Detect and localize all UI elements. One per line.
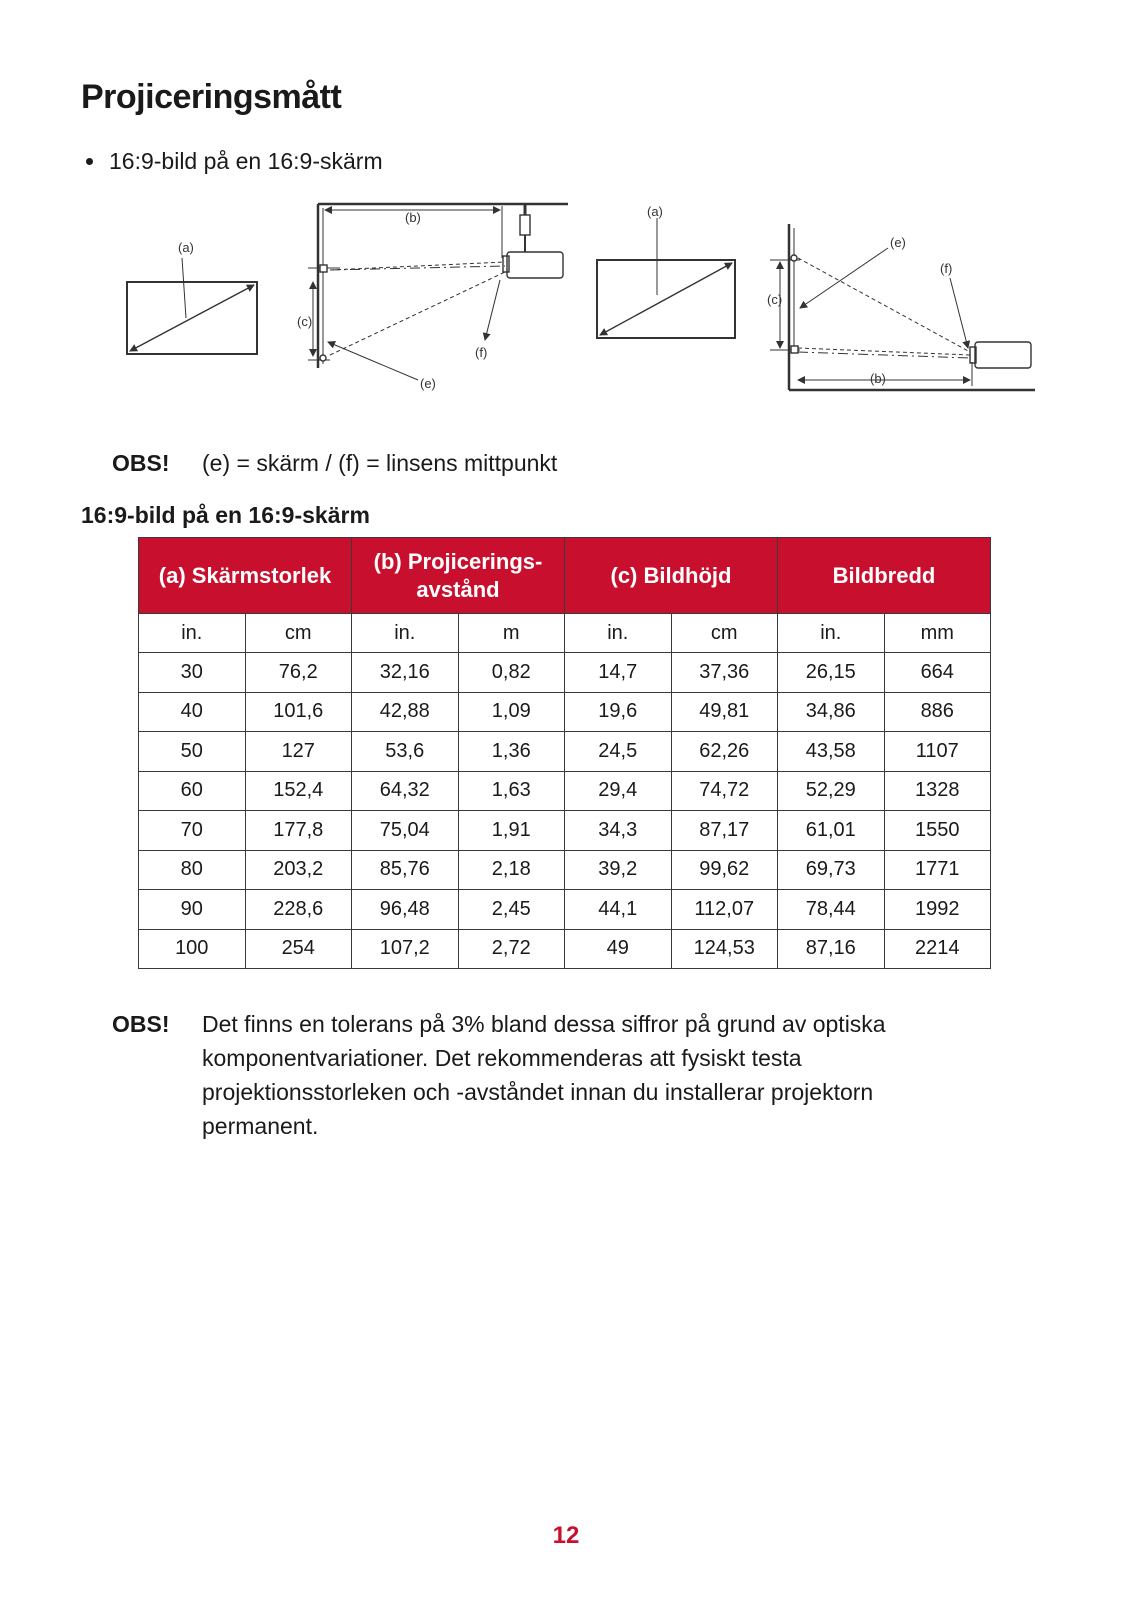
left-label-f: (f) xyxy=(475,345,488,360)
table-cell: 96,48 xyxy=(352,890,459,930)
table-cell: 44,1 xyxy=(565,890,672,930)
table-cell: 228,6 xyxy=(245,890,352,930)
table-row xyxy=(139,890,991,930)
table-cell: 1771 xyxy=(884,850,991,890)
table-cell: 1550 xyxy=(884,811,991,851)
units-row xyxy=(139,614,991,653)
projection-diagram xyxy=(0,190,1132,410)
table-cell: 14,7 xyxy=(565,653,672,693)
table-row xyxy=(139,929,991,969)
table-cell: 886 xyxy=(884,692,991,732)
table-cell: 107,2 xyxy=(352,929,459,969)
table-cell: 60 xyxy=(139,771,246,811)
table-cell: 2,45 xyxy=(458,890,565,930)
note-screen-lens xyxy=(112,450,557,477)
table-title: 16:9-bild på en 16:9-skärm xyxy=(81,502,370,528)
table-cell: 2,72 xyxy=(458,929,565,969)
table-cell: 1,63 xyxy=(458,771,565,811)
table-cell: 112,07 xyxy=(671,890,778,930)
table-row xyxy=(139,771,991,811)
table-cell: 177,8 xyxy=(245,811,352,851)
table-cell: 80 xyxy=(139,850,246,890)
table-cell: 30 xyxy=(139,653,246,693)
note-label: OBS! xyxy=(112,1011,170,1037)
left-label-a: (a) xyxy=(178,240,194,255)
table-cell: 1,91 xyxy=(458,811,565,851)
right-label-e: (e) xyxy=(890,235,906,250)
table-cell: 152,4 xyxy=(245,771,352,811)
table-cell: 1,36 xyxy=(458,732,565,772)
table-cell: 39,2 xyxy=(565,850,672,890)
table-cell: 75,04 xyxy=(352,811,459,851)
right-label-c: (c) xyxy=(767,292,783,307)
table-cell: 69,73 xyxy=(778,850,885,890)
unit-cell: in. xyxy=(565,614,672,653)
unit-cell: m xyxy=(458,614,565,653)
table-cell: 100 xyxy=(139,929,246,969)
table-cell: 24,5 xyxy=(565,732,672,772)
projection-table xyxy=(138,537,991,969)
table-cell: 2,18 xyxy=(458,850,565,890)
header-screen-size: (a) Skärmstorlek xyxy=(139,538,352,614)
projection-diagram-svg xyxy=(0,190,1132,410)
header-image-height: (c) Bildhöjd xyxy=(565,538,778,614)
table-row xyxy=(139,692,991,732)
table-row xyxy=(139,811,991,851)
table-cell: 76,2 xyxy=(245,653,352,693)
table-cell: 49 xyxy=(565,929,672,969)
table-cell: 254 xyxy=(245,929,352,969)
note-text: Det finns en tolerans på 3% bland dessa siffror på grund av optiska komponentvariationer. Det rekommenderas att fysiskt testa projektionsstorleken och -avståndet innan du installerar projektorn permanent. xyxy=(202,1011,886,1139)
table-cell: 2214 xyxy=(884,929,991,969)
table-cell: 99,62 xyxy=(671,850,778,890)
page-title: Projiceringsmått xyxy=(81,78,342,116)
table-cell: 61,01 xyxy=(778,811,885,851)
table-cell: 78,44 xyxy=(778,890,885,930)
header-projection-distance: (b) Projicerings- avstånd xyxy=(352,538,565,614)
table-cell: 90 xyxy=(139,890,246,930)
unit-cell: in. xyxy=(139,614,246,653)
right-label-f: (f) xyxy=(940,261,953,276)
right-label-b: (b) xyxy=(870,371,886,386)
table-cell: 74,72 xyxy=(671,771,778,811)
table-cell: 1107 xyxy=(884,732,991,772)
table-cell: 124,53 xyxy=(671,929,778,969)
table-cell: 53,6 xyxy=(352,732,459,772)
table-cell: 1992 xyxy=(884,890,991,930)
bullet-dot xyxy=(86,158,93,165)
table-cell: 70 xyxy=(139,811,246,851)
bullet-text: 16:9-bild på en 16:9-skärm xyxy=(109,148,383,174)
table-cell: 0,82 xyxy=(458,653,565,693)
table-cell: 43,58 xyxy=(778,732,885,772)
note-tolerance xyxy=(112,1007,992,1143)
table-cell: 37,36 xyxy=(671,653,778,693)
table-cell: 85,76 xyxy=(352,850,459,890)
table-cell: 42,88 xyxy=(352,692,459,732)
table-cell: 664 xyxy=(884,653,991,693)
left-label-c: (c) xyxy=(297,314,313,329)
table-cell: 26,15 xyxy=(778,653,885,693)
table-cell: 49,81 xyxy=(671,692,778,732)
left-label-e: (e) xyxy=(420,376,436,391)
unit-cell: in. xyxy=(352,614,459,653)
table-cell: 64,32 xyxy=(352,771,459,811)
right-projector xyxy=(975,342,1031,368)
table-cell: 1328 xyxy=(884,771,991,811)
table-cell: 62,26 xyxy=(671,732,778,772)
table-cell: 101,6 xyxy=(245,692,352,732)
table-cell: 34,3 xyxy=(565,811,672,851)
table-cell: 32,16 xyxy=(352,653,459,693)
unit-cell: in. xyxy=(778,614,885,653)
left-projector xyxy=(507,252,563,278)
unit-cell: mm xyxy=(884,614,991,653)
table-cell: 29,4 xyxy=(565,771,672,811)
table-cell: 1,09 xyxy=(458,692,565,732)
table-cell: 50 xyxy=(139,732,246,772)
page-number: 12 xyxy=(552,1522,580,1549)
header-image-width: Bildbredd xyxy=(778,538,991,614)
note-text: (e) = skärm / (f) = linsens mittpunkt xyxy=(202,450,558,476)
table-row xyxy=(139,732,991,772)
table-cell: 19,6 xyxy=(565,692,672,732)
table-cell: 34,86 xyxy=(778,692,885,732)
right-label-a: (a) xyxy=(647,204,663,219)
table-row xyxy=(139,850,991,890)
table-cell: 127 xyxy=(245,732,352,772)
bullet-item xyxy=(86,148,383,175)
table-row xyxy=(139,653,991,693)
table-cell: 40 xyxy=(139,692,246,732)
left-diagonal-a xyxy=(130,285,254,351)
unit-cell: cm xyxy=(245,614,352,653)
table-cell: 52,29 xyxy=(778,771,885,811)
table-cell: 87,17 xyxy=(671,811,778,851)
left-label-b: (b) xyxy=(405,210,421,225)
table-cell: 203,2 xyxy=(245,850,352,890)
unit-cell: cm xyxy=(671,614,778,653)
table-cell: 87,16 xyxy=(778,929,885,969)
right-diagonal-a xyxy=(600,263,732,335)
note-label: OBS! xyxy=(112,450,170,476)
